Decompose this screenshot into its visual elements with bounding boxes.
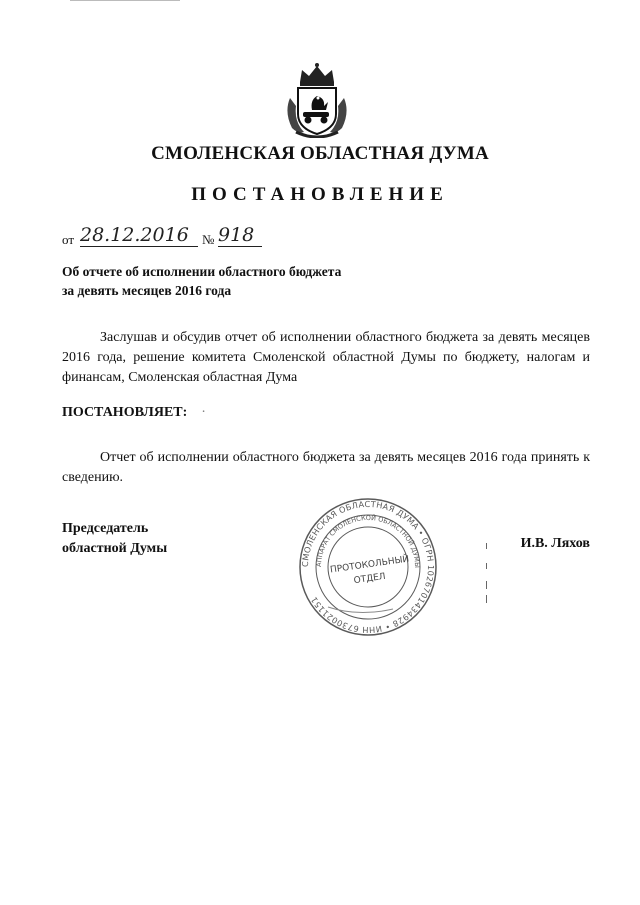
seal-outer-text: СМОЛЕНСКАЯ ОБЛАСТНАЯ ДУМА • ОГРН 1026701434928 • ИНН 6730021151 [299, 498, 437, 636]
resolves-heading [62, 405, 206, 421]
organization-title: СМОЛЕНСКАЯ ОБЛАСТНАЯ ДУМА [151, 143, 489, 164]
handwritten-date: 28.12.2016 [80, 224, 198, 247]
handwritten-number: 918 [218, 224, 262, 247]
signature-scribble [328, 607, 393, 613]
document-type-title: ПОСТАНОВЛЕНИЕ [191, 184, 449, 205]
resolves-label: ПОСТАНОВЛЯЕТ: [62, 405, 188, 420]
margin-marks [486, 543, 492, 603]
resolution-paragraph: Отчет об исполнении областного бюджета за девять месяцев 2016 года принять к сведению. [62, 450, 590, 485]
stray-mark: · [201, 405, 206, 420]
chairman-line-1: Председатель [62, 521, 149, 536]
subject-line-2: за девять месяцев 2016 года [62, 283, 232, 298]
scan-edge-line [70, 0, 180, 1]
number-prefix: № [202, 232, 215, 247]
chairman-line-2: областной Думы [62, 541, 168, 556]
seal-middle-text: АППАРАТ СМОЛЕНСКОЙ ОБЛАСТНОЙ ДУМЫ [314, 513, 422, 569]
chairman-title [62, 519, 167, 559]
seal-center-line-1: ПРОТОКОЛЬНЫЙ [329, 554, 410, 576]
date-prefix: от [62, 232, 75, 247]
signer-name: И.В. Ляхов [520, 536, 590, 551]
document-subject [62, 262, 341, 300]
coat-of-arms-icon [282, 62, 352, 138]
seal-center-line-2: ОТДЕЛ [353, 571, 387, 587]
preamble-paragraph: Заслушав и обсудив отчет об исполнении областного бюджета за девять месяцев 2016 года, решение комитета Смоленской областной Думы по бюджету, налогам и финансам, Смоленская областная Дума [62, 330, 590, 385]
subject-line-1: Об отчете об исполнении областного бюджета [62, 264, 342, 279]
official-seal-stamp [298, 497, 438, 637]
